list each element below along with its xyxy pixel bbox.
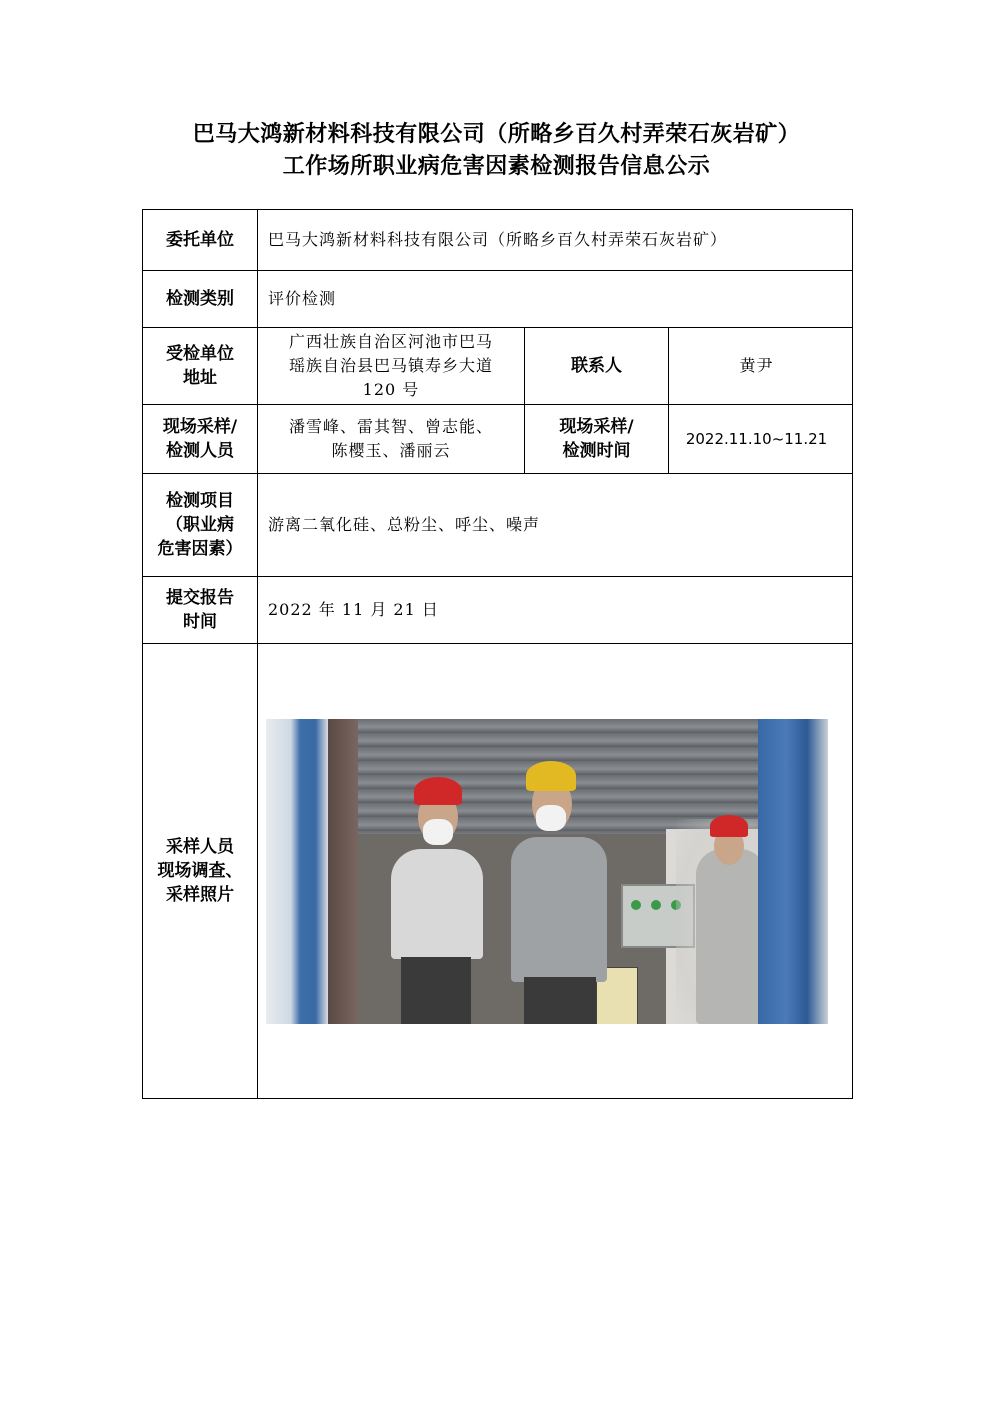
label-address [143,328,258,405]
label-photo-line2: 现场调查、 [157,861,243,881]
row-staff [143,405,853,474]
label-address-line1: 受检单位 [166,344,234,364]
document-title-line1: 巴马大鸿新材料科技有限公司（所略乡百久村弄荣石灰岩矿） [192,121,801,147]
person2-pants [524,977,596,1024]
label-staff-line1: 现场采样/ [162,417,238,437]
label-photo-line1: 采样人员 [166,837,234,857]
row-category [143,271,853,328]
info-table [142,209,853,1099]
value-staff-line2: 陈樱玉、潘丽云 [331,441,451,460]
value-address-line1: 广西壮族自治区河池市巴马 [288,332,493,351]
value-submit: 2022 年 11 月 21 日 [258,577,853,644]
label-items [143,474,258,577]
row-submit [143,577,853,644]
label-submit-line2: 时间 [183,612,217,632]
label-items-line3: 危害因素） [157,539,243,559]
label-time-line2: 检测时间 [562,441,631,461]
document-title-line2: 工作场所职业病危害因素检测报告信息公示 [282,153,711,179]
photo-right-wall [758,719,828,1024]
label-items-line2: （职业病 [166,515,234,535]
label-submit [143,577,258,644]
row-photo [143,644,853,1099]
label-entrust: 委托单位 [143,210,258,271]
label-photo [143,644,258,1099]
label-time-line1: 现场采样/ [559,417,634,437]
value-staff-line1: 潘雪峰、雷其智、曾志能、 [288,417,493,436]
label-items-line1: 检测项目 [166,491,234,511]
value-address-line2: 瑶族自治县巴马镇寿乡大道 [288,356,493,375]
person3-helmet [710,815,748,837]
label-submit-line1: 提交报告 [166,588,234,608]
person1-helmet [414,777,462,805]
person2-mask [536,805,566,831]
person3-body [696,849,766,1024]
value-address-line3: 120 号 [362,380,420,399]
person1-pants [401,957,471,1024]
photo-left-wall [266,719,328,1024]
value-staff [258,405,525,474]
value-time: 2022.11.10~11.21 [669,405,853,474]
row-items [143,474,853,577]
value-category: 评价检测 [258,271,853,328]
label-address-line2: 地址 [183,368,217,388]
value-address [258,328,525,405]
label-category: 检测类别 [143,271,258,328]
person2-helmet [526,761,576,791]
value-entrust: 巴马大鸿新材料科技有限公司（所略乡百久村弄荣石灰岩矿） [258,210,853,271]
person1-shirt [391,849,483,959]
photo-door-frame [328,719,358,1024]
label-time [525,405,669,474]
panel-light [631,900,641,910]
photo-cell [258,644,853,1099]
value-items: 游离二氧化硅、总粉尘、呼尘、噪声 [258,474,853,577]
label-staff [143,405,258,474]
person2-shirt [511,837,607,982]
label-photo-line3: 采样照片 [166,885,234,905]
label-contact: 联系人 [525,328,669,405]
row-address [143,328,853,405]
value-contact: 黄尹 [669,328,853,405]
label-staff-line2: 检测人员 [166,441,234,461]
panel-light [651,900,661,910]
person1-mask [423,819,453,845]
sampling-photo [266,719,828,1024]
row-entrust [143,210,853,271]
